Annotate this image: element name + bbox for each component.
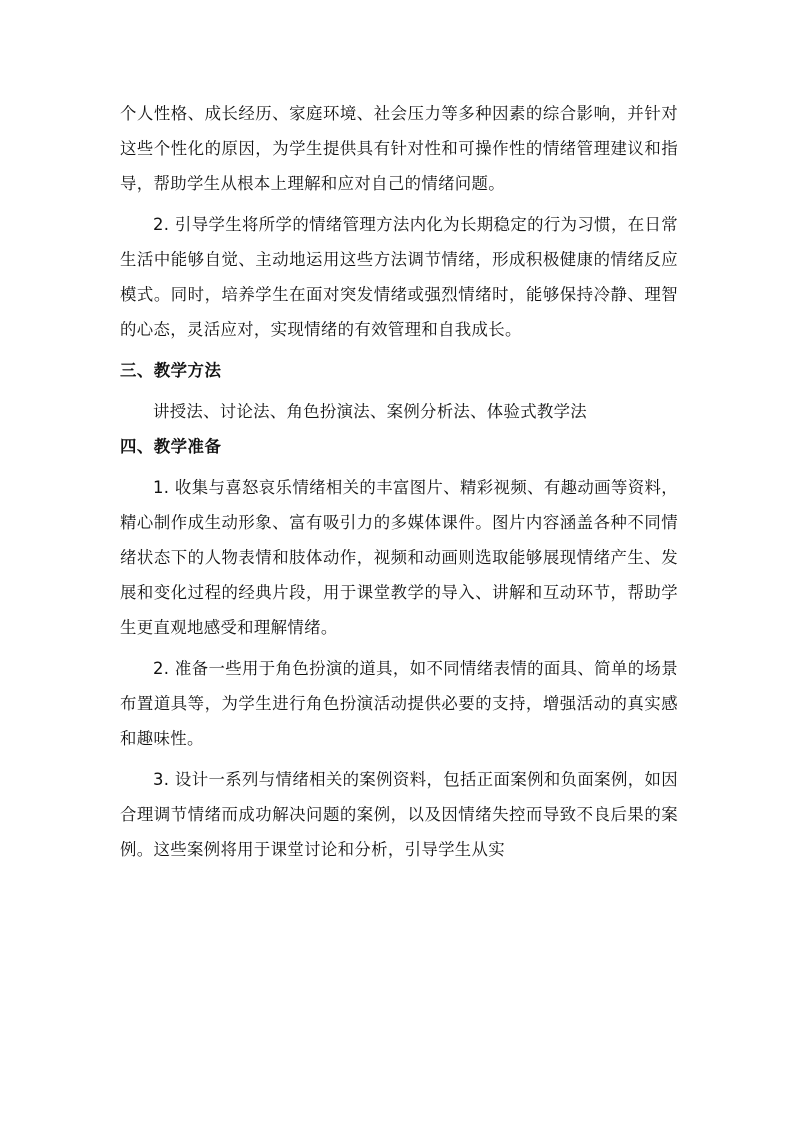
paragraph-prep-3: 3. 设计一系列与情绪相关的案例资料，包括正面案例和负面案例，如因合理调节情绪而成功解决问题的案例，以及因情绪失控而导致不良后果的案例。这些案例将用于课堂讨论和分析，引导学生从实 bbox=[120, 770, 678, 859]
section-heading-teaching-preparation: 四、教学准备 bbox=[120, 437, 222, 456]
paragraph-prep-1: 1. 收集与喜怒哀乐情绪相关的丰富图片、精彩视频、有趣动画等资料，精心制作成生动形象、富有吸引力的多媒体课件。图片内容涵盖各种不同情绪状态下的人物表情和肢体动作，视频和动画则选取能够展现情绪产生、发展和变化过程的经典片段，用于课堂教学的导入、讲解和互动环节，帮助学生更直观地感受和理解情绪。 bbox=[120, 478, 678, 637]
document-page bbox=[120, 96, 678, 867]
teaching-methods-list: 讲授法、讨论法、角色扮演法、案例分析法、体验式教学法 bbox=[153, 402, 587, 421]
paragraph-prep-2: 2. 准备一些用于角色扮演的道具，如不同情绪表情的面具、简单的场景布置道具等，为学生进行角色扮演活动提供必要的支持，增强活动的真实感和趣味性。 bbox=[120, 659, 678, 748]
paragraph-continuation: 个人性格、成长经历、家庭环境、社会压力等多种因素的综合影响，并针对这些个性化的原因，为学生提供具有针对性和可操作性的情绪管理建议和指导，帮助学生从根本上理解和应对自己的情绪问题。 bbox=[120, 104, 678, 193]
paragraph-goal-2: 2. 引导学生将所学的情绪管理方法内化为长期稳定的行为习惯，在日常生活中能够自觉、主动地运用这些方法调节情绪，形成积极健康的情绪反应模式。同时，培养学生在面对突发情绪或强烈情绪时，能够保持冷静、理智的心态，灵活应对，实现情绪的有效管理和自我成长。 bbox=[120, 215, 678, 339]
section-heading-teaching-methods: 三、教学方法 bbox=[120, 361, 222, 380]
